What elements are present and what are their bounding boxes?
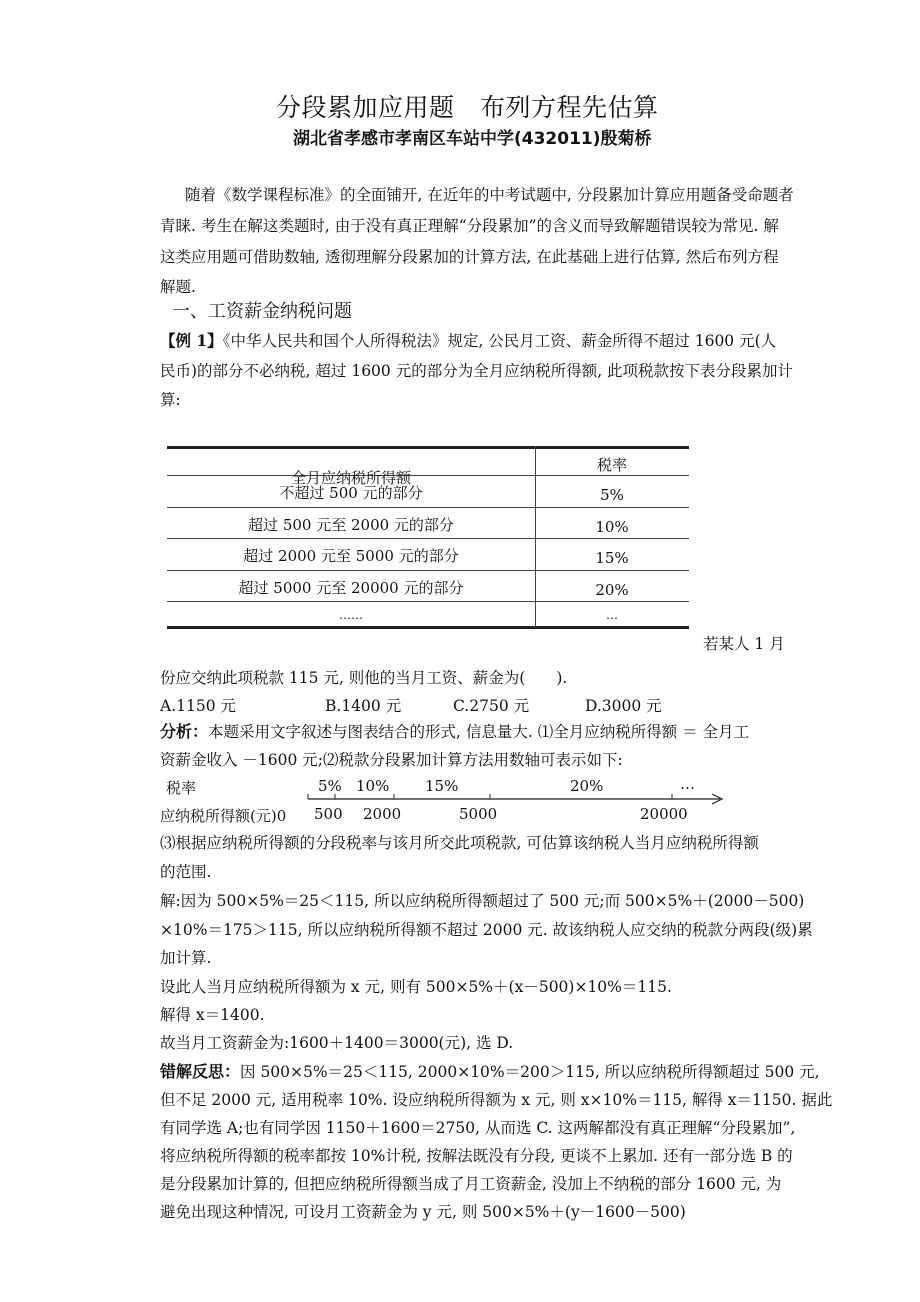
solution-line: 故当月工资薪金为:1600＋1400＝3000(元), 选 D. bbox=[160, 1034, 514, 1052]
tax-table bbox=[167, 446, 689, 628]
table-cell-range: 超过 5000 元至 20000 元的部分 bbox=[238, 579, 464, 597]
number-line-rate-label: 税率 bbox=[166, 779, 197, 797]
table-cell-range: 不超过 500 元的部分 bbox=[279, 484, 423, 502]
table-cell-rate: 20% bbox=[595, 581, 629, 599]
reflection-line bbox=[160, 1059, 820, 1082]
rate-label-more: … bbox=[680, 775, 695, 793]
tick-label-20000: 20000 bbox=[640, 805, 688, 823]
table-rule bbox=[167, 601, 689, 602]
intro-line: 青睐. 考生在解这类题时, 由于没有真正理解“分段累加”的含义而导致解题错误较为常见. 解 bbox=[160, 217, 779, 235]
solution-line: 加计算. bbox=[160, 949, 212, 967]
table-cell-range: 超过 500 元至 2000 元的部分 bbox=[248, 516, 454, 534]
solution-line: ×10%＝175＞115, 所以应纳税所得额不超过 2000 元. 故该纳税人应交纳的税款分两段(级)累 bbox=[160, 921, 813, 939]
intro-line: 随着《数学课程标准》的全面铺开, 在近年的中考试题中, 分段累加计算应用题备受命题者 bbox=[185, 186, 794, 204]
table-cell-rate: 15% bbox=[595, 549, 629, 567]
table-bottom-rule bbox=[167, 626, 689, 629]
solution-line: 解:因为 500×5%＝25＜115, 所以应纳税所得额超过了 500 元;而 500×5%＋(2000－500) bbox=[160, 892, 805, 910]
rate-label-5: 5% bbox=[318, 777, 342, 795]
reflection-line: 将应纳税所得额的税率都按 10%计税, 按解法既没有分段, 更谈不上累加. 还有一部分选 B 的 bbox=[160, 1147, 793, 1165]
question-line: 份应交纳此项税款 115 元, 则他的当月工资、薪金为( ). bbox=[160, 669, 568, 687]
analysis-line: ⑶根据应纳税所得额的分段税率与该月所交此项税款, 可估算该纳税人当月应纳税所得额 bbox=[160, 834, 759, 852]
analysis-label: 分析： bbox=[160, 722, 209, 741]
table-cell-range: 超过 2000 元至 5000 元的部分 bbox=[243, 547, 459, 565]
table-top-rule bbox=[167, 446, 689, 449]
tick-label-5000: 5000 bbox=[459, 805, 498, 823]
answer-option-d: D.3000 元 bbox=[585, 697, 662, 715]
reflection-line: 是分段累加计算的, 但把应纳税所得额当成了月工资薪金, 没加上不纳税的部分 1600 元, 为 bbox=[160, 1175, 782, 1193]
answer-option-a: A.1150 元 bbox=[160, 697, 236, 715]
reflection-line: 有同学选 A;也有同学因 1150＋1600＝2750, 从而选 C. 这两解都没有真正理解“分段累加”, bbox=[160, 1119, 796, 1137]
table-cell-range: …… bbox=[339, 608, 363, 622]
table-rule bbox=[167, 507, 689, 508]
number-line-diagram bbox=[160, 772, 740, 832]
document-title: 分段累加应用题 布列方程先估算 bbox=[276, 93, 659, 122]
table-header-income: 全月应纳税所得额 bbox=[290, 469, 411, 487]
example-line: 民币)的部分不必纳税, 超过 1600 元的部分为全月应纳税所得额, 此项税款按下表分段累加计 bbox=[160, 362, 794, 380]
analysis-text: 本题采用文字叙述与图表结合的形式, 信息量大. ⑴全月应纳税所得额 ＝ 全月工 bbox=[208, 723, 750, 741]
rate-label-15: 15% bbox=[425, 777, 459, 795]
question-line: 若某人 1 月 bbox=[703, 635, 785, 653]
solution-line: 解得 x＝1400. bbox=[160, 1006, 265, 1024]
example-label: 【例 1】 bbox=[160, 331, 223, 350]
analysis-line: 资薪金收入 －1600 元;⑵税款分段累加计算方法用数轴可表示如下: bbox=[160, 751, 623, 769]
rate-label-20: 20% bbox=[570, 777, 604, 795]
analysis-line: 的范围. bbox=[160, 863, 212, 881]
reflection-line: 但不足 2000 元, 适用税率 10%. 设应纳税所得额为 x 元, 则 x×10%＝115, 解得 x＝1150. 据此 bbox=[160, 1091, 833, 1109]
analysis-line bbox=[160, 719, 749, 742]
example-line bbox=[160, 329, 776, 351]
tick-label-500: 500 bbox=[314, 805, 343, 823]
table-rule bbox=[167, 538, 689, 539]
table-cell-rate: … bbox=[606, 608, 618, 622]
author-line: 湖北省孝感市孝南区车站中学(432011)殷菊桥 bbox=[293, 129, 652, 149]
table-cell-rate: 5% bbox=[600, 486, 624, 504]
reflection-text: 因 500×5%＝25＜115, 2000×10%＝200＞115, 所以应纳税所得额超过 500 元, bbox=[240, 1063, 820, 1081]
rate-label-10: 10% bbox=[356, 777, 390, 795]
reflection-line: 避免出现这种情况, 可设月工资薪金为 y 元, 则 500×5%＋(y－1600－500) bbox=[160, 1203, 686, 1221]
section-heading: 一、工资薪金纳税问题 bbox=[172, 301, 352, 322]
table-header-rate: 税率 bbox=[596, 456, 627, 474]
tick-label-2000: 2000 bbox=[363, 805, 402, 823]
reflection-label: 错解反思： bbox=[160, 1062, 241, 1081]
intro-line: 这类应用题可借助数轴, 透彻理解分段累加的计算方法, 在此基础上进行估算, 然后布列方程 bbox=[160, 248, 779, 266]
table-rule bbox=[167, 570, 689, 571]
example-text: 《中华人民共和国个人所得税法》规定, 公民月工资、薪金所得不超过 1600 元(人 bbox=[222, 332, 777, 350]
number-line-income-label: 应纳税所得额(元)0 bbox=[160, 807, 287, 825]
answer-option-b: B.1400 元 bbox=[325, 697, 402, 715]
answer-option-c: C.2750 元 bbox=[453, 697, 530, 715]
solution-line: 设此人当月应纳税所得额为 x 元, 则有 500×5%＋(x－500)×10%＝115. bbox=[160, 978, 672, 996]
intro-line: 解题. bbox=[160, 278, 196, 296]
example-line: 算: bbox=[160, 391, 181, 409]
table-cell-rate: 10% bbox=[595, 518, 629, 536]
